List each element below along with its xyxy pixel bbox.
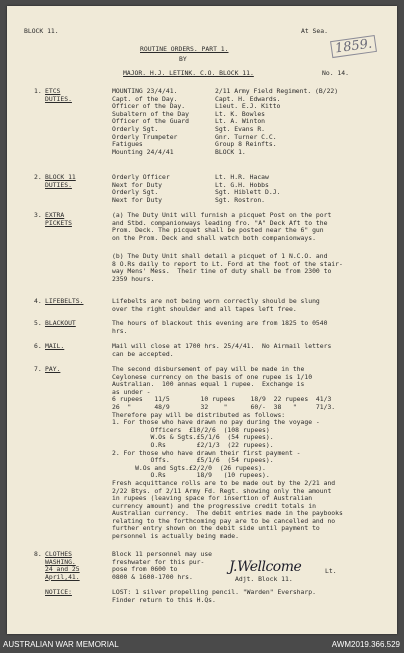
section-6-text: Mail will close at 1700 hrs. 25/4/41. No Airmail letters can be accepted. — [112, 342, 332, 358]
section-7-text: The second disbursement of pay will be made in the Ceylonese currency on the basis of one rupee is 1/10 Australian. 100 annas equal 1 rupee. Exchange is as under - 6 rupees 11/5 10 rupees 18/9 22 rupees 41/3 26 " 48/9 32 " 60/- 38 " 71/3. Therefore pay will be distributed as follows: 1. For those who have drawn no pay during the voyage - Officers £10/2/6 (108 rupees) W.Os & Sgts.£5/1/6 (54 rupees). O.Rs £2/1/3 (22 rupees). 2. For those who have drawn their first payment - Offs. £5/1/6 (54 rupees). W.Os and Sgts.£2/2/0 (26 rupees). O.Rs 18/9 (10 rupees). Fresh acquittance rolls are to be made out by the 2/21 and 2/22 Btys. of 2/11 Army Fd. Regt. showing only the amount in rupees (leaving space for insertion of Australian currency amount) and the progressive credit totals in Australian currency. The debit entries made in the paybooks relating to the forthcoming pay are to be cancelled and no further entry shown on the debit side until payment to personnel is actually being made. — [112, 365, 343, 541]
signature-title: Adjt. Block 11. — [235, 575, 293, 583]
section-8-heading: CLOTHES WASHING. 24 and 25 April,41. — [45, 550, 80, 581]
section-3-heading: EXTRA PICKETS — [45, 211, 72, 227]
location-label: At Sea. — [301, 27, 328, 35]
section-8-number: 8. — [34, 550, 42, 558]
section-4-heading: LIFEBELTS. — [45, 297, 84, 305]
archive-name: AUSTRALIAN WAR MEMORIAL — [3, 640, 119, 649]
duty-row: Capt. of the Day. Capt. H. Edwards. — [112, 94, 281, 103]
section-8-text: Block 11 personnel may use freshwater for this pur- pose from 0600 to 0800 & 1600-1700 hrs. — [112, 550, 213, 581]
section-5-heading: BLACKOUT — [45, 319, 76, 327]
document-title: ROUTINE ORDERS. PART 1. — [140, 45, 229, 53]
section-2-duty-table — [112, 174, 280, 204]
section-7-heading: PAY. — [45, 365, 61, 373]
order-number: No. 14. — [322, 69, 349, 77]
section-1-heading: ETCS DUTIES. — [45, 87, 72, 103]
document-page — [7, 6, 397, 634]
block-label: BLOCK 11. — [24, 27, 59, 35]
section-3-paragraph-a: (a) The Duty Unit will furnish a picquet Post on the port and Stbd. companionways leading fro. "A" Deck Aft to the Prom. Deck. The picquet shall be posted near the 6" gun on the Prom. Deck and shall watch both companionways. — [112, 211, 332, 242]
section-4-number: 4. — [34, 297, 42, 305]
section-3-number: 3. — [34, 211, 42, 219]
section-2-heading: BLOCK 11 DUTIES. — [45, 173, 76, 189]
duty-row: Orderly Officer Lt. H.R. Hacaw — [112, 173, 269, 181]
duty-row: MOUNTING 23/4/41. 2/11 Army Field Regiment. (B/22) — [112, 87, 339, 95]
section-1-number: 1. — [34, 87, 42, 95]
duty-row: Subaltern of the Day Lt. K. Bowles — [112, 109, 266, 118]
duty-row: Officer of the Day. Lieut. E.J. Kitto — [112, 102, 281, 111]
section-2-number: 2. — [34, 173, 42, 181]
section-6-number: 6. — [34, 342, 42, 350]
commander-line: MAJOR. H.J. LETINK. C.O. BLOCK 11. — [123, 69, 254, 77]
duty-row: Officer of the Guard Lt. A. Winton — [112, 117, 266, 126]
by-line: BY — [179, 55, 187, 63]
duty-row: Orderly Trumpeter Gnr. Turner C.C. — [112, 132, 277, 141]
section-3-paragraph-b: (b) The Duty Unit shall detail a picquet of 1 N.C.O. and 8 O.Rs daily to report to Lt. Ford at the foot of the stair- way Mens' Mess. Their tine of duty shall be from 2300 to 2359 hours. — [112, 252, 343, 283]
notice-heading: NOTICE: — [45, 588, 72, 596]
section-5-number: 5. — [34, 319, 42, 327]
section-1-duty-table — [112, 88, 338, 156]
section-4-text: Lifebelts are not being worn correctly should be slung over the right shoulder and all tapes left free. — [112, 297, 320, 313]
notice-text: LOST: 1 silver propelling pencil. "Warden" Eversharp. Finder return to this H.Qs. — [112, 588, 316, 604]
signature-rank: Lt. — [325, 567, 337, 575]
archive-footer — [0, 638, 404, 653]
section-5-text: The hours of blackout this evening are from 1825 to 0540 hrs. — [112, 319, 328, 335]
adjutant-signature: J.Wellcome — [229, 559, 302, 575]
section-7-number: 7. — [34, 365, 42, 373]
duty-row: Next for Duty Lt. G.H. Hobbs — [112, 180, 269, 189]
duty-row: Orderly Sgt. Sgt. Evans R. — [112, 124, 266, 133]
duty-row: Mounting 24/4/41 BLOCK 1. — [112, 147, 246, 156]
section-6-heading: MAIL. — [45, 342, 65, 350]
duty-row: Next for Duty Sgt. Rostron. — [112, 195, 266, 204]
duty-row: Orderly Sgt. Sgt. Hiblett D.J. — [112, 188, 281, 197]
duty-row: Fatigues Group 8 Reinfts. — [112, 140, 277, 149]
archive-reference: AWM2019.366.529 — [331, 640, 400, 649]
handwritten-reference: 1859. — [330, 35, 377, 58]
